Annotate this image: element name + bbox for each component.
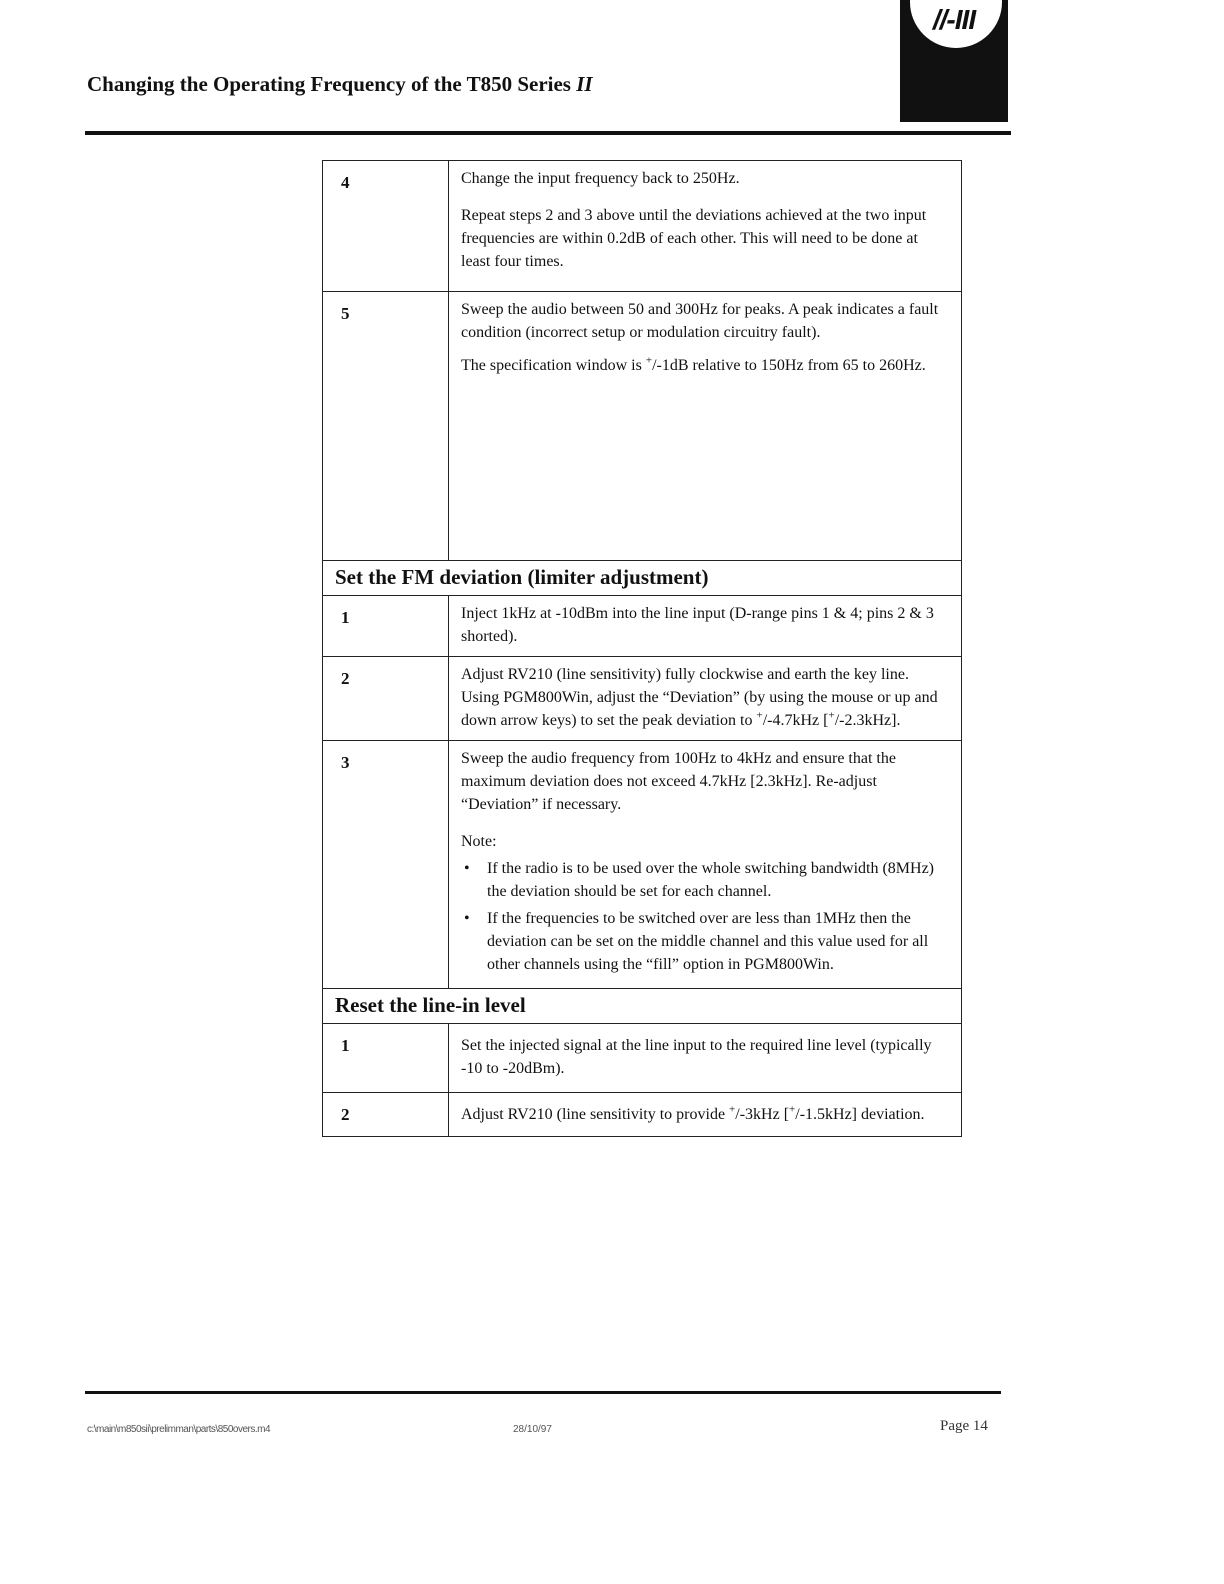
note-label: Note: [461, 833, 497, 850]
table-row [323, 596, 962, 657]
table-row [323, 657, 962, 741]
section-heading: Set the FM deviation (limiter adjustment) [323, 561, 962, 596]
step-text [449, 292, 962, 561]
text-run: /-2.3kHz]. [834, 712, 901, 729]
superscript: + [828, 709, 835, 722]
note-list [461, 857, 947, 976]
table-row [323, 161, 962, 292]
text-run: /-1dB relative to 150Hz from 65 to 260Hz. [652, 357, 926, 374]
step-text [449, 657, 962, 741]
step-paragraph: Sweep the audio frequency from 100Hz to 4kHz and ensure that the maximum deviation does not exceed 4.7kHz [2.3kHz]. Re-adjust “Deviation” if necessary. [461, 750, 896, 813]
list-item: • If the frequencies to be switched over are less than 1MHz then the deviation can be set on the middle channel and this value used for all other channels using the “fill” option in PGM800Win. [461, 907, 947, 976]
text-run: Adjust RV210 (line sensitivity to provide [461, 1106, 730, 1123]
step-text [449, 161, 962, 292]
step-paragraph [461, 354, 947, 377]
step-text [449, 741, 962, 989]
page-title-suffix: II [576, 72, 593, 96]
step-paragraph: Sweep the audio between 50 and 300Hz for peaks. A peak indicates a fault condition (incorrect setup or modulation circuitry fault). [461, 301, 939, 341]
superscript: + [789, 1103, 796, 1116]
step-number: 1 [323, 1024, 449, 1093]
section-heading-row [323, 561, 962, 596]
step-text: Set the injected signal at the line input to the required line level (typically -10 to -20dBm). [449, 1024, 962, 1093]
superscript: + [645, 354, 653, 367]
step-paragraph: Repeat steps 2 and 3 above until the deviations achieved at the two input frequencies are within 0.2dB of each other. This will need to be done at least four times. [461, 207, 927, 270]
footer-file-path: c:\main\m850sii\prelimman\parts\850overs.m4 [87, 1424, 271, 1435]
table-row [323, 292, 962, 561]
page-title [87, 72, 593, 97]
company-logo [900, 0, 1008, 122]
step-number: 2 [323, 1093, 449, 1137]
superscript: + [729, 1103, 736, 1116]
step-paragraph: Change the input frequency back to 250Hz. [461, 170, 740, 187]
table-row [323, 1093, 962, 1137]
step-number: 3 [323, 741, 449, 989]
step-number: 2 [323, 657, 449, 741]
table-row [323, 741, 962, 989]
procedure-table [322, 160, 962, 1137]
section-heading: Reset the line-in level [323, 989, 962, 1024]
table-row [323, 1024, 962, 1093]
text-run: /-3kHz [ [735, 1106, 790, 1123]
superscript: + [756, 709, 763, 722]
text-run: Adjust RV210 (line sensitivity) fully clockwise and earth the key line. Using PGM800Win, adjust the “Deviation” (by using the mouse or up and down arrow keys) to set the peak deviation to [461, 666, 938, 729]
list-item: • If the radio is to be used over the whole switching bandwidth (8MHz) the deviation should be set for each channel. [461, 857, 947, 903]
step-number: 4 [323, 161, 449, 292]
footer-rule [85, 1391, 1001, 1394]
footer-date: 28/10/97 [513, 1424, 552, 1435]
text-run: /-1.5kHz] deviation. [795, 1106, 925, 1123]
text-run: The specification window is [461, 357, 646, 374]
step-text [449, 1093, 962, 1137]
section-heading-row [323, 989, 962, 1024]
page-number: Page 14 [940, 1418, 988, 1434]
step-number: 1 [323, 596, 449, 657]
logo-text: //-III [932, 4, 976, 35]
step-text: Inject 1kHz at -10dBm into the line input (D-range pins 1 & 4; pins 2 & 3 shorted). [449, 596, 962, 657]
header-rule [85, 131, 1011, 135]
step-number: 5 [323, 292, 449, 561]
page-title-text: Changing the Operating Frequency of the T850 Series [87, 72, 571, 96]
text-run: /-4.7kHz [ [762, 712, 829, 729]
